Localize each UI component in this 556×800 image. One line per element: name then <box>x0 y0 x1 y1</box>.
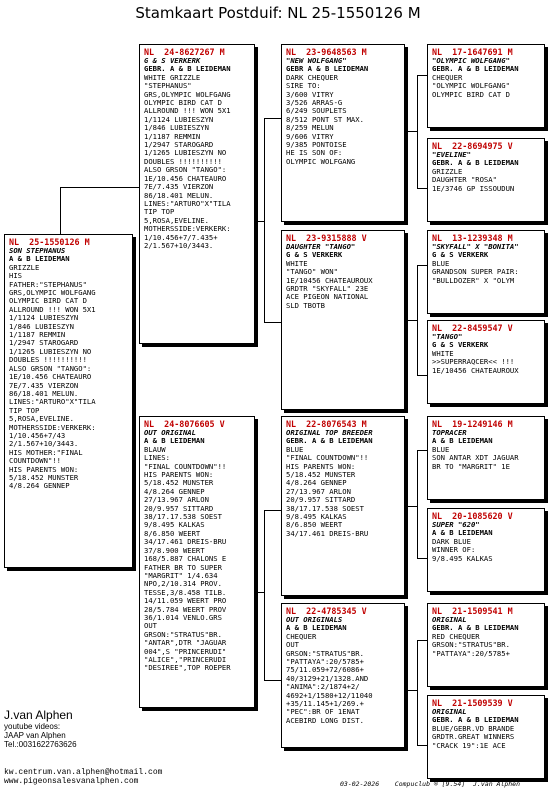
connector <box>264 680 281 681</box>
info-line: 1/1187 REMMIN <box>144 131 201 141</box>
connector <box>264 118 281 119</box>
info-line: GRDTR "SKYFALL" 23E <box>286 284 369 294</box>
info-line: "ANIMA":2/1874+2/ <box>286 682 360 692</box>
info-line: +35/11.145+1/269.+ <box>286 699 364 709</box>
info-line: 86/18.401 MELUN. <box>9 388 79 398</box>
owner-name: GEBR. A & B LEIDEMAN <box>144 64 231 74</box>
contact-website[interactable]: www.pigeonsalesvanalphen.com <box>4 777 139 786</box>
info-line: "ANTAR",DTR "JAGUAR <box>144 638 227 648</box>
info-line: "OLYMPIC WOLFGANG" <box>432 81 510 91</box>
info-line: "DESIREE",TOP ROEPER <box>144 663 231 673</box>
info-line: 168/5.887 CHALONS E <box>144 554 227 564</box>
ring-number: NL 21-1509541 M <box>432 606 513 616</box>
info-line: 7E/7.435 VIERZON <box>144 182 214 192</box>
connector <box>417 640 418 745</box>
info-line: 1/846 LUBIESZYN <box>144 123 209 133</box>
info-line: "CRACK 19":1E ACE <box>432 740 506 750</box>
info-line: ALLROUND !!! WON 5X1 <box>144 106 231 116</box>
breeder-phone: Tel.:0031622763626 <box>4 740 77 749</box>
info-line: 1/10.456+7/43 <box>9 430 66 440</box>
info-line: ACEBIRD LONG DIST. <box>286 715 364 725</box>
ring-number: NL 19-1249146 M <box>432 419 513 429</box>
info-line: 8/512 PONT ST MAX. <box>286 114 364 124</box>
info-line: GRDTR.GREAT WINNERS <box>432 732 515 742</box>
contact-info <box>4 768 162 786</box>
ring-number: NL 22-4785345 V <box>286 606 367 616</box>
info-line: GRSON:"STRATUS"BR. <box>144 629 222 639</box>
info-line: 14/11.059 WEERT PRO <box>144 596 227 606</box>
connector <box>264 118 265 322</box>
pedigree-card-mother[interactable] <box>139 416 255 708</box>
pedigree-card-paternal-grandfather[interactable] <box>281 44 405 222</box>
connector <box>417 745 427 746</box>
pigeon-name: OUT ORIGINALS <box>286 615 343 624</box>
info-line: GRIZZLE <box>432 166 463 176</box>
info-line: 3/600 VITRY <box>286 89 334 99</box>
connector <box>417 265 418 375</box>
info-line: GRSON:"STRATUS"BR. <box>286 648 364 658</box>
owner-name: GEBR. A & B LEIDEMAN <box>432 64 519 74</box>
info-line: BLUE <box>432 444 450 454</box>
pedigree-card-mfm[interactable] <box>427 508 545 592</box>
info-line: 86/18.401 MELUN. <box>144 190 214 200</box>
info-line: RED CHEQUER <box>432 631 480 641</box>
info-line: BR TO "MARGRIT" 1E <box>432 461 510 471</box>
info-line: MOTHERSSIDE:VERKERK: <box>144 224 231 234</box>
pedigree-card-maternal-grandmother[interactable] <box>281 603 405 748</box>
info-line: TIP TOP <box>144 207 175 217</box>
pigeon-name: G & S VERKERK <box>144 56 201 65</box>
info-line: 004",S "PRINCERUDI" <box>144 646 227 656</box>
info-line: 1/2947 STAROGARD <box>9 338 79 348</box>
connector <box>417 75 427 76</box>
info-line: ALSO GRSON "TANGO": <box>9 363 92 373</box>
info-line: 7E/7.435 VIERZON <box>9 380 79 390</box>
info-line: 5,ROSA,EVELINE. <box>144 215 209 225</box>
info-line: 5/18.452 MUNSTER <box>144 478 214 488</box>
connector <box>60 187 61 234</box>
owner-name: A & B LEIDEMAN <box>9 254 70 264</box>
connector <box>417 450 418 558</box>
info-line: DARK BLUE <box>432 536 471 546</box>
info-line: 75/11.059+72/6086+ <box>286 665 364 675</box>
info-line: GRS,OLYMPIC WOLFGANG <box>144 89 231 99</box>
page-title: Stamkaart Postduif: NL 25-1550126 M <box>135 4 421 22</box>
connector <box>417 188 427 189</box>
owner-name: A & B LEIDEMAN <box>432 528 493 538</box>
info-line: 9/8.495 KALKAS <box>432 553 493 563</box>
info-line: "PATTAYA":20/5785+ <box>432 648 510 658</box>
connector <box>405 690 417 691</box>
info-line: FATHER:"STEPHANUS" <box>9 279 87 289</box>
pedigree-card-paternal-grandmother[interactable] <box>281 230 405 410</box>
info-line: WHITE GRIZZLE <box>144 72 201 82</box>
info-line: 20/9.957 SITTARD <box>286 495 356 505</box>
connector <box>417 450 427 451</box>
info-line: OLYMPIC BIRD CAT D <box>432 89 510 99</box>
info-line: GRSON:"STRATUS"BR. <box>432 640 510 650</box>
info-line: HE IS SON OF: <box>286 148 343 158</box>
pedigree-card-mmm[interactable] <box>427 695 545 779</box>
info-line: 1/1187 REMMIN <box>9 330 66 340</box>
info-line: "PATTAYA":20/5785+ <box>286 657 364 667</box>
ring-number: NL 24-8627267 M <box>144 47 225 57</box>
owner-name: G & S VERKERK <box>432 340 489 350</box>
info-line: 1/1265 LUBIESZYN NO <box>9 346 92 356</box>
info-line: 36/1.014 VENLO.GRS <box>144 612 222 622</box>
pigeon-name: SUPER "620" <box>432 520 480 529</box>
info-line: LINES:"ARTURO"X"TILA <box>144 198 231 208</box>
info-line: 1/1265 LUBIESZYN NO <box>144 148 227 158</box>
owner-name: GEBR A & B LEIDEMAN <box>286 64 369 74</box>
info-line: 8/259 MELUN <box>286 123 334 133</box>
connector <box>60 187 139 188</box>
info-line: 27/13.967 ARLON <box>144 495 209 505</box>
owner-name: G & S VERKERK <box>432 250 489 260</box>
info-line: TIP TOP <box>9 405 40 415</box>
pigeon-name: ORIGINAL TOP BREEDER <box>286 428 373 437</box>
pedigree-card-mff[interactable] <box>427 416 545 500</box>
info-line: 38/17.17.538 SOEST <box>144 512 222 522</box>
info-line: GRS,OLYMPIC WOLFGANG <box>9 288 96 298</box>
pedigree-card-maternal-grandfather[interactable] <box>281 416 405 596</box>
info-line: 5,ROSA,EVELINE. <box>9 414 74 424</box>
info-line: 27/13.967 ARLON <box>286 486 351 496</box>
breeder-youtube-channel: JAAP van Alphen <box>4 731 66 740</box>
pedigree-card-fmf[interactable] <box>427 230 545 314</box>
connector <box>405 131 417 132</box>
ring-number: NL 20-1085620 V <box>432 511 513 521</box>
info-line: BLUE/GEBR.VD BRANDE <box>432 723 515 733</box>
pigeon-name: "TANGO" <box>432 332 463 341</box>
breeder-youtube-label: youtube videos: <box>4 722 61 731</box>
pedigree-card-father[interactable] <box>139 44 255 344</box>
pigeon-name: SON STEPHANUS <box>9 246 66 255</box>
pedigree-card-mmf[interactable] <box>427 603 545 687</box>
connector <box>405 320 417 321</box>
info-line: OLYMPIC WOLFGANG <box>286 156 356 166</box>
info-line: 1/1124 LUBIESZYN <box>144 114 214 124</box>
info-line: 28/5.784 WEERT PROV <box>144 604 227 614</box>
connector <box>264 510 281 511</box>
owner-name: GEBR. A & B LEIDEMAN <box>432 715 519 725</box>
owner-name: A & B LEIDEMAN <box>286 623 347 633</box>
info-line: COUNTDOWN"!! <box>9 456 61 466</box>
owner-name: A & B LEIDEMAN <box>144 436 205 446</box>
pigeon-name: "OLYMPIC WOLFGANG" <box>432 56 510 65</box>
ring-number: NL 22-8694975 V <box>432 141 513 151</box>
info-line: TESSE,3/8.458 TILB. <box>144 587 227 597</box>
info-line: 2/1.567+10/3443. <box>9 439 79 449</box>
info-line: LINES: <box>144 453 170 463</box>
info-line: ACE PIGEON NATIONAL <box>286 292 369 302</box>
info-line: "MARGRIT" 1/4.634 <box>144 570 218 580</box>
info-line: 4/8.264 GENNEP <box>286 478 347 488</box>
info-line: CHEQUER <box>432 72 463 82</box>
info-line: 1E/10456 CHATEAUROUX <box>432 365 519 375</box>
info-line: MOTHERSSIDE:VERKERK: <box>9 422 96 432</box>
info-line: BLAUW <box>144 444 166 454</box>
ring-number: NL 23-9315888 V <box>286 233 367 243</box>
info-line: 6/249 SOUPLETS <box>286 106 347 116</box>
info-line: 4/8.264 GENNEP <box>144 486 205 496</box>
ring-number: NL 22-8459547 V <box>432 323 513 333</box>
owner-name: G & S VERKERK <box>286 250 343 260</box>
ring-number: NL 22-8076543 M <box>286 419 367 429</box>
info-line: "TANGO" WON" <box>286 267 338 277</box>
owner-name: GEBR. A & B LEIDEMAN <box>286 436 373 446</box>
info-line: WHITE <box>432 348 454 358</box>
ring-number: NL 24-8076605 V <box>144 419 225 429</box>
info-line: 1E/10456 CHATEAUROUX <box>286 275 373 285</box>
info-line: >>SUPERRAQCER<< !!! <box>432 357 515 367</box>
info-line: 9/606 VITRY <box>286 131 334 141</box>
info-line: 8/6.850 WEERT <box>144 528 201 538</box>
pigeon-name: DAUGHTER "TANGO" <box>286 242 356 251</box>
connector <box>417 75 418 188</box>
connector <box>255 592 264 593</box>
info-line: 34/17.461 DREIS-BRU <box>286 528 369 538</box>
pedigree-card-ffm[interactable] <box>427 138 545 222</box>
info-line: GRANDSON SUPER PAIR: <box>432 267 519 277</box>
info-line: HIS PARENTS WON: <box>9 464 79 474</box>
contact-email[interactable]: kw.centrum.van.alphen@hotmail.com <box>4 768 163 777</box>
info-line: 37/8.900 WEERT <box>144 545 205 555</box>
pigeon-name: TOPRACER <box>432 428 467 437</box>
pigeon-name: ORIGINAL <box>432 615 467 624</box>
connector <box>264 510 265 680</box>
info-line: WINNER OF: <box>432 545 476 555</box>
pigeon-name: OUT ORIGINAL <box>144 428 196 437</box>
info-line: ALLROUND !!! WON 5X1 <box>9 304 96 314</box>
info-line: "ALICE","PRINCERUDI <box>144 654 227 664</box>
breeder-info <box>4 708 77 749</box>
connector <box>417 375 427 376</box>
info-line: NPO,2/10.314 PROV. <box>144 579 222 589</box>
pigeon-name: ORIGINAL <box>432 707 467 716</box>
info-line: "FINAL COUNTDOWN"!! <box>144 461 227 471</box>
info-line: WHITE <box>286 258 308 268</box>
info-line: OLYMPIC BIRD CAT D <box>144 98 222 108</box>
connector <box>255 221 264 222</box>
info-line: "PEC":BR OF 1ENAT <box>286 707 360 717</box>
info-line: 4692+1/1580+12/11040 <box>286 690 373 700</box>
info-line: 40/3129+21/1328.AND <box>286 673 369 683</box>
info-line: HIS <box>9 271 22 281</box>
info-line: 2/1.567+10/3443. <box>144 240 214 250</box>
ring-number: NL 25-1550126 M <box>9 237 90 247</box>
info-line: 5/18.452 MUNSTER <box>9 472 79 482</box>
info-line: "FINAL COUNTDOWN"!! <box>286 453 369 463</box>
info-line: 20/9.957 SITTARD <box>144 503 214 513</box>
info-line: 9/8.495 KALKAS <box>144 520 205 530</box>
pedigree-card-fff[interactable] <box>427 44 545 128</box>
info-line: DOUBLES !!!!!!!!!! <box>9 355 87 365</box>
info-line: 3/526 ARRAS-G <box>286 98 343 108</box>
info-line: "STEPHANUS" <box>144 81 192 91</box>
info-line: 34/17.461 DREIS-BRU <box>144 537 227 547</box>
info-line: OUT <box>144 621 157 631</box>
ring-number: NL 17-1647691 M <box>432 47 513 57</box>
info-line: SIRE TO: <box>286 81 321 91</box>
pigeon-name: "NEW WOLFGANG" <box>286 56 347 65</box>
footer-info: 03-02-2026 Compuclub ® [9.54] J.van Alphen <box>340 780 521 788</box>
info-line: 4/8.264 GENNEP <box>9 481 70 491</box>
info-line: LINES:"ARTURO"X"TILA <box>9 397 96 407</box>
info-line: SON ANTAR XDT JAGUAR <box>432 453 519 463</box>
info-line: BLUE <box>432 258 450 268</box>
info-line: 38/17.17.538 SOEST <box>286 503 364 513</box>
info-line: 1/2947 STAROGARD <box>144 140 214 150</box>
info-line: 1/10.456+7/7.435+ <box>144 232 218 242</box>
info-line: CHEQUER <box>286 631 317 641</box>
info-line: 1/846 LUBIESZYN <box>9 321 74 331</box>
owner-name: A & B LEIDEMAN <box>432 436 493 446</box>
info-line: HIS PARENTS WON: <box>144 470 214 480</box>
info-line: DARK CHEQUER <box>286 72 338 82</box>
pedigree-card-fmm[interactable] <box>427 320 545 404</box>
info-line: 8/6.850 WEERT <box>286 520 343 530</box>
info-line: 1E/3746 GP ISSOUDUN <box>432 183 515 193</box>
connector <box>264 322 281 323</box>
info-line: GRIZZLE <box>9 262 40 272</box>
info-line: HIS MOTHER:"FINAL <box>9 447 83 457</box>
info-line: HIS PARENTS WON: <box>286 461 356 471</box>
info-line: FATHER BR TO SUPER <box>144 562 222 572</box>
info-line: BLUE <box>286 444 304 454</box>
info-line: DOUBLES !!!!!!!!!! <box>144 156 222 166</box>
ring-number: NL 21-1509539 V <box>432 698 513 708</box>
info-line: ALSO GRSON "TANGO": <box>144 165 227 175</box>
info-line: OUT <box>286 640 299 650</box>
pigeon-name: "EVELINE" <box>432 150 471 159</box>
info-line: 1E/10.456 CHATEAURO <box>9 372 92 382</box>
owner-name: GEBR. A & B LEIDEMAN <box>432 623 519 633</box>
info-line: 1/1124 LUBIESZYN <box>9 313 79 323</box>
info-line: DAUGHTER "ROSA" <box>432 175 497 185</box>
info-line: 9/385 PONTOISE <box>286 140 347 150</box>
info-line: SLD TBOTB <box>286 300 325 310</box>
owner-name: GEBR. A & B LEIDEMAN <box>432 158 519 168</box>
info-line: 5/18.452 MUNSTER <box>286 470 356 480</box>
ring-number: NL 13-1239348 M <box>432 233 513 243</box>
pigeon-name: "SKYFALL" X "BONITA" <box>432 242 519 251</box>
connector <box>405 506 417 507</box>
info-line: 1E/10.456 CHATEAURO <box>144 173 227 183</box>
breeder-name: J.van Alphen <box>4 708 73 722</box>
info-line: "BULLDOZER" X "OLYM <box>432 275 515 285</box>
connector <box>417 640 427 641</box>
info-line: OLYMPIC BIRD CAT D <box>9 296 87 306</box>
connector <box>417 558 427 559</box>
info-line: 9/8.495 KALKAS <box>286 512 347 522</box>
connector <box>417 265 427 266</box>
pedigree-card-subject[interactable] <box>4 234 133 568</box>
ring-number: NL 23-9648563 M <box>286 47 367 57</box>
